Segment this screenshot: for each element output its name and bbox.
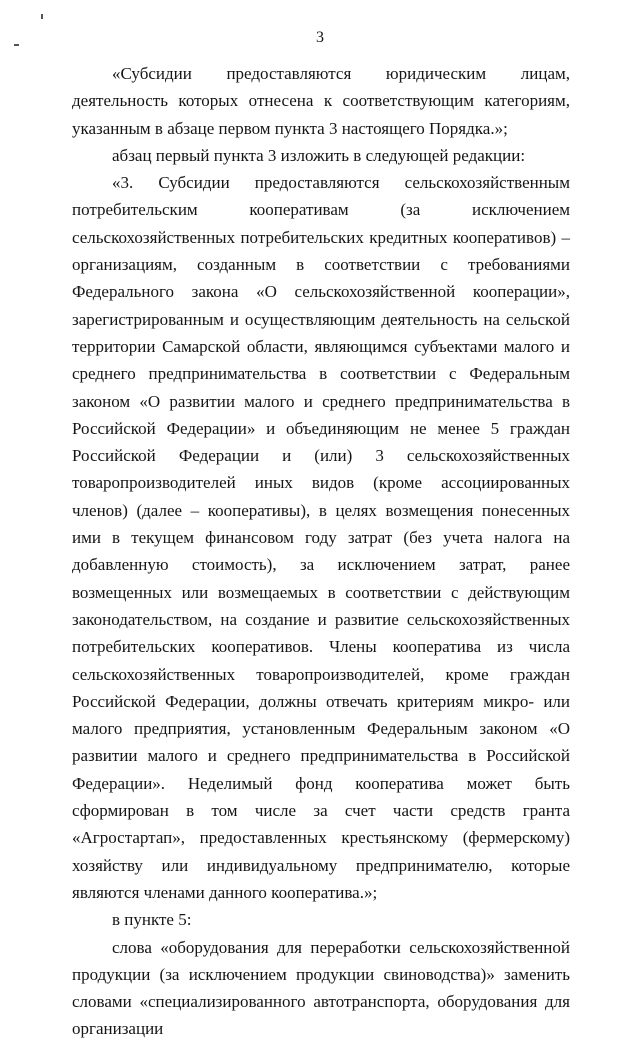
paragraph: «Субсидии предоставляются юридическим лицам, деятельность которых отнесена к соответствующим категориям, указанным в абзаце первом пункта 3 настоящего Порядка.»;: [72, 64, 570, 138]
paragraph: слова «оборудования для переработки сельскохозяйственной продукции (за исключением продукции свиноводства)» заменить словами «специализированного автотранспорта, оборудования для организации: [72, 937, 570, 1039]
scan-artifact: [41, 14, 43, 19]
paragraph: в пункте 5:: [112, 910, 192, 930]
page-number: 3: [316, 29, 324, 46]
paragraph: абзац первый пункта 3 изложить в следующей редакции:: [112, 145, 526, 165]
paragraph: «3. Субсидии предоставляются сельскохозяйственным потребительским кооперативам (за исключением сельскохозяйственных потребительских кредитных кооперативов) – организациям, созданным в соответствии с требованиями Федерального закона «О сельскохозяйственной кооперации», зарегистрированным и осуществляющим деятельность на сельской территории Самарской области, являющимся субъектами малого и среднего предпринимательства в соответствии с Федеральным законом «О развитии малого и среднего предпринимательства в Российской Федерации» и объединяющим не менее 5 граждан Российской Федерации и (или) 3 сельскохозяйственных товаропроизводителей иных видов (кроме ассоциированных членов) (далее – кооперативы), в целях возмещения понесенных ими в текущем финансовом году затрат (без учета налога на добавленную стоимость), за исключением затрат, ранее возмещенных или возмещаемых в соответствии с действующим законодательством, на создание и развитие сельскохозяйственных потребительских кооперативов. Члены кооператива из числа сельскохозяйственных товаропроизводителей, кроме граждан Российской Федерации, должны отвечать критериям микро- или малого предприятия, установленным Федеральным законом «О развитии малого и среднего предпринимательства в Российской Федерации». Неделимый фонд кооператива может быть сформирован в том числе за счет части средств гранта «Агростартап», предоставленных крестьянскому (фермерскому) хозяйству или индивидуальному предпринимателю, которые являются членами данного кооператива.»;: [72, 173, 570, 902]
document-body: [72, 60, 570, 1043]
